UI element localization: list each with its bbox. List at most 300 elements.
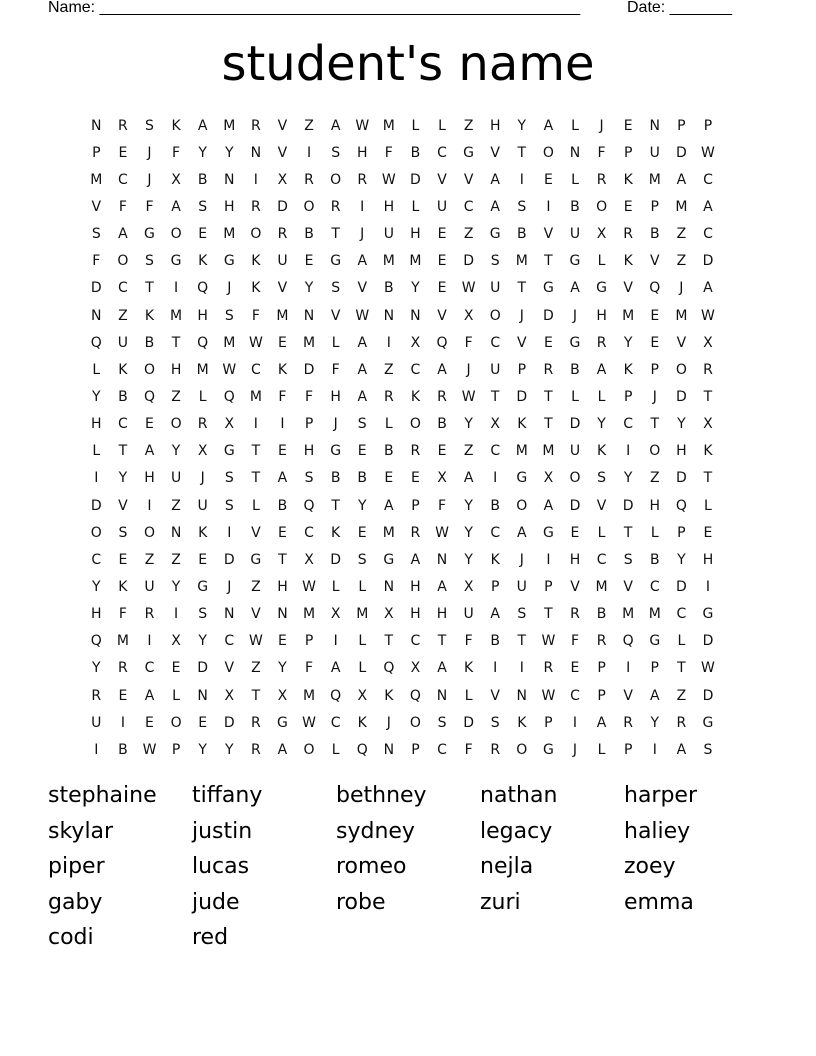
grid-cell: Y bbox=[677, 551, 686, 568]
grid-cell: U bbox=[170, 470, 182, 487]
grid-cell: Z bbox=[676, 226, 687, 243]
grid-cell: X bbox=[543, 470, 554, 487]
grid-cell: N bbox=[197, 687, 208, 704]
grid-cell: K bbox=[251, 280, 261, 297]
grid-cell: M bbox=[90, 171, 103, 188]
grid-cell: O bbox=[569, 470, 581, 487]
grid-cell: V bbox=[570, 578, 580, 595]
word-list-item: nathan bbox=[480, 783, 558, 808]
grid-cell: T bbox=[544, 606, 553, 623]
word-list-item: haliey bbox=[624, 818, 691, 844]
grid-cell: A bbox=[410, 551, 421, 568]
grid-cell: N bbox=[516, 687, 528, 704]
grid-cell: A bbox=[277, 741, 288, 758]
grid-cell: K bbox=[623, 361, 633, 378]
grid-cell: R bbox=[304, 171, 314, 188]
grid-cell: U bbox=[383, 226, 394, 243]
grid-cell: X bbox=[410, 334, 421, 351]
grid-cell: T bbox=[331, 226, 340, 243]
grid-cell: I bbox=[360, 198, 365, 215]
grid-cell: G bbox=[277, 714, 288, 731]
grid-cell: L bbox=[358, 578, 367, 595]
word-list-item: zoey bbox=[624, 854, 676, 879]
grid-cell: D bbox=[543, 307, 554, 324]
grid-cell: W bbox=[248, 633, 263, 650]
grid-cell: I bbox=[253, 416, 258, 433]
grid-cell: H bbox=[596, 307, 607, 324]
grid-cell: J bbox=[386, 714, 391, 731]
grid-cell: V bbox=[91, 198, 102, 215]
grid-cell: Q bbox=[303, 497, 315, 514]
grid-cell: R bbox=[383, 388, 394, 405]
grid-cell: R bbox=[118, 117, 128, 134]
grid-cell: M bbox=[622, 307, 635, 324]
grid-cell: G bbox=[383, 551, 395, 568]
grid-cell: E bbox=[410, 470, 420, 487]
grid-cell: S bbox=[198, 198, 208, 215]
grid-cell: V bbox=[490, 687, 500, 704]
grid-cell: L bbox=[172, 687, 180, 704]
grid-cell: A bbox=[543, 117, 554, 134]
word-list-item: bethney bbox=[336, 783, 427, 808]
word-list-item: codi bbox=[48, 925, 94, 950]
grid-cell: P bbox=[703, 117, 713, 134]
grid-cell: J bbox=[227, 578, 232, 595]
word-list-item: tiffany bbox=[192, 783, 263, 808]
grid-cell: L bbox=[331, 741, 340, 758]
grid-cell: B bbox=[277, 497, 288, 514]
grid-cell: D bbox=[622, 497, 634, 514]
grid-cell: M bbox=[648, 171, 661, 188]
word-list-item: zuri bbox=[480, 889, 521, 915]
grid-cell: O bbox=[170, 416, 182, 433]
grid-cell: P bbox=[677, 524, 686, 541]
grid-cell: P bbox=[623, 741, 633, 758]
grid-cell: S bbox=[198, 606, 208, 623]
grid-cell: T bbox=[251, 470, 261, 487]
grid-cell: L bbox=[704, 497, 712, 514]
grid-cell: M bbox=[249, 388, 262, 405]
grid-cell: O bbox=[170, 226, 182, 243]
grid-cell: X bbox=[171, 633, 181, 650]
grid-cell: I bbox=[626, 660, 631, 677]
grid-cell: U bbox=[569, 226, 581, 243]
grid-cell: E bbox=[357, 524, 367, 541]
grid-cell: W bbox=[355, 307, 370, 324]
grid-cell: E bbox=[650, 334, 660, 351]
grid-cell: E bbox=[357, 443, 367, 460]
word-list-item: stephaine bbox=[48, 783, 157, 808]
grid-cell: P bbox=[677, 117, 686, 134]
grid-cell: U bbox=[490, 280, 501, 297]
grid-cell: M bbox=[595, 578, 608, 595]
grid-cell: S bbox=[490, 714, 500, 731]
grid-cell: S bbox=[224, 497, 234, 514]
grid-cell: A bbox=[490, 198, 500, 215]
grid-cell: C bbox=[410, 633, 421, 650]
grid-cell: X bbox=[596, 226, 607, 243]
grid-cell: V bbox=[437, 171, 447, 188]
grid-cell: C bbox=[410, 361, 421, 378]
grid-cell: Z bbox=[676, 253, 687, 270]
grid-cell: T bbox=[118, 443, 128, 460]
grid-cell: W bbox=[541, 687, 556, 704]
grid-cell: B bbox=[649, 551, 660, 568]
grid-cell: O bbox=[675, 361, 687, 378]
grid-cell: D bbox=[569, 416, 581, 433]
grid-cell: H bbox=[277, 578, 288, 595]
grid-cell: H bbox=[489, 117, 501, 134]
grid-cell: J bbox=[599, 117, 604, 134]
grid-cell: X bbox=[357, 687, 368, 704]
grid-cell: T bbox=[623, 524, 633, 541]
grid-cell: G bbox=[170, 253, 182, 270]
grid-cell: R bbox=[596, 633, 607, 650]
grid-cell: T bbox=[544, 388, 553, 405]
grid-cell: Y bbox=[357, 497, 367, 514]
grid-cell: L bbox=[597, 524, 606, 541]
grid-cell: F bbox=[278, 388, 287, 405]
grid-cell: O bbox=[649, 443, 661, 460]
grid-cell: J bbox=[519, 307, 524, 324]
grid-cell: A bbox=[437, 578, 447, 595]
grid-cell: G bbox=[197, 578, 209, 595]
grid-cell: F bbox=[331, 361, 340, 378]
grid-cell: R bbox=[570, 606, 580, 623]
grid-cell: D bbox=[223, 714, 235, 731]
grid-cell: V bbox=[543, 226, 554, 243]
word-list-item: jude bbox=[192, 889, 240, 915]
grid-cell: E bbox=[703, 524, 713, 541]
grid-cell: T bbox=[544, 253, 553, 270]
grid-cell: K bbox=[517, 416, 527, 433]
grid-cell: Y bbox=[224, 144, 234, 161]
grid-cell: C bbox=[118, 416, 128, 433]
grid-cell: T bbox=[251, 687, 261, 704]
grid-cell: G bbox=[463, 144, 475, 161]
grid-cell: M bbox=[622, 606, 635, 623]
grid-cell: J bbox=[572, 307, 578, 324]
grid-cell: P bbox=[597, 660, 606, 677]
word-list-item: lucas bbox=[192, 854, 250, 879]
grid-cell: H bbox=[569, 551, 581, 568]
grid-cell: Y bbox=[92, 578, 101, 595]
grid-cell: Y bbox=[171, 578, 181, 595]
grid-cell: G bbox=[569, 253, 581, 270]
grid-cell: H bbox=[91, 606, 102, 623]
grid-cell: T bbox=[145, 280, 154, 297]
grid-cell: M bbox=[515, 253, 528, 270]
grid-cell: B bbox=[118, 741, 128, 758]
grid-cell: G bbox=[702, 606, 714, 623]
grid-cell: R bbox=[490, 741, 501, 758]
grid-cell: S bbox=[517, 198, 527, 215]
grid-cell: Z bbox=[463, 443, 474, 460]
grid-cell: K bbox=[118, 578, 128, 595]
grid-cell: C bbox=[490, 334, 501, 351]
grid-cell: K bbox=[596, 443, 607, 460]
grid-cell: M bbox=[223, 334, 236, 351]
grid-cell: O bbox=[117, 253, 129, 270]
grid-cell: Y bbox=[464, 497, 473, 514]
grid-cell: E bbox=[278, 524, 287, 541]
grid-cell: N bbox=[436, 687, 448, 704]
grid-cell: Z bbox=[171, 497, 181, 514]
grid-cell: E bbox=[145, 714, 154, 731]
grid-cell: M bbox=[116, 633, 129, 650]
grid-cell: K bbox=[623, 253, 633, 270]
grid-cell: A bbox=[490, 171, 500, 188]
grid-cell: K bbox=[410, 388, 421, 405]
grid-cell: V bbox=[623, 687, 633, 704]
grid-cell: T bbox=[490, 388, 500, 405]
grid-cell: O bbox=[516, 497, 528, 514]
grid-cell: A bbox=[543, 497, 554, 514]
grid-cell: H bbox=[410, 226, 421, 243]
grid-cell: C bbox=[118, 280, 128, 297]
grid-cell: I bbox=[253, 171, 258, 188]
grid-cell: M bbox=[276, 307, 289, 324]
grid-cell: D bbox=[702, 633, 714, 650]
grid-cell: Q bbox=[197, 334, 209, 351]
grid-cell: B bbox=[649, 226, 660, 243]
grid-cell: E bbox=[623, 198, 633, 215]
grid-cell: R bbox=[250, 117, 261, 134]
grid-cell: N bbox=[383, 741, 395, 758]
grid-cell: A bbox=[330, 117, 341, 134]
grid-cell: E bbox=[437, 253, 447, 270]
grid-cell: Q bbox=[143, 388, 155, 405]
grid-cell: V bbox=[277, 117, 288, 134]
grid-cell: A bbox=[384, 497, 394, 514]
grid-cell: R bbox=[250, 198, 261, 215]
grid-cell: S bbox=[703, 741, 713, 758]
grid-cell: Z bbox=[251, 660, 261, 677]
grid-cell: A bbox=[703, 280, 713, 297]
grid-cell: H bbox=[303, 443, 315, 460]
grid-cell: P bbox=[92, 144, 101, 161]
grid-cell: L bbox=[571, 171, 579, 188]
grid-cell: F bbox=[464, 334, 473, 351]
grid-cell: R bbox=[250, 741, 261, 758]
grid-cell: L bbox=[331, 334, 340, 351]
grid-cell: K bbox=[490, 551, 500, 568]
grid-cell: K bbox=[198, 253, 208, 270]
grid-cell: B bbox=[516, 226, 527, 243]
grid-cell: Y bbox=[198, 144, 207, 161]
grid-cell: K bbox=[251, 253, 261, 270]
grid-cell: P bbox=[544, 714, 553, 731]
grid-cell: C bbox=[490, 443, 501, 460]
grid-cell: B bbox=[570, 361, 580, 378]
grid-cell: K bbox=[464, 660, 474, 677]
grid-cell: P bbox=[650, 198, 659, 215]
grid-cell: O bbox=[516, 741, 528, 758]
grid-cell: J bbox=[652, 388, 657, 405]
grid-cell: R bbox=[410, 524, 421, 541]
grid-cell: C bbox=[118, 171, 128, 188]
grid-cell: D bbox=[277, 198, 288, 215]
grid-cell: H bbox=[383, 198, 395, 215]
grid-cell: O bbox=[542, 144, 554, 161]
grid-cell: I bbox=[493, 660, 498, 677]
grid-cell: D bbox=[410, 171, 421, 188]
grid-cell: S bbox=[517, 606, 527, 623]
grid-cell: D bbox=[463, 714, 474, 731]
grid-cell: F bbox=[597, 144, 606, 161]
grid-cell: P bbox=[650, 660, 659, 677]
grid-cell: F bbox=[570, 633, 580, 650]
grid-cell: M bbox=[542, 443, 555, 460]
date-field-label: Date: _______ bbox=[627, 0, 732, 16]
grid-cell: Y bbox=[278, 660, 287, 677]
grid-cell: Y bbox=[464, 524, 473, 541]
grid-cell: Q bbox=[356, 741, 368, 758]
grid-cell: B bbox=[384, 280, 394, 297]
grid-cell: U bbox=[436, 198, 448, 215]
grid-cell: X bbox=[703, 416, 713, 433]
grid-cell: C bbox=[91, 551, 102, 568]
grid-cell: L bbox=[411, 117, 420, 134]
grid-cell: F bbox=[305, 660, 314, 677]
grid-cell: N bbox=[250, 144, 262, 161]
grid-cell: P bbox=[650, 361, 659, 378]
grid-cell: K bbox=[384, 687, 394, 704]
grid-cell: A bbox=[357, 361, 368, 378]
grid-cell: E bbox=[198, 226, 208, 243]
grid-cell: C bbox=[463, 198, 474, 215]
grid-cell: P bbox=[304, 633, 314, 650]
grid-cell: H bbox=[91, 416, 102, 433]
grid-cell: R bbox=[623, 714, 634, 731]
grid-cell: K bbox=[277, 361, 288, 378]
grid-cell: Z bbox=[649, 470, 660, 487]
grid-cell: X bbox=[224, 687, 235, 704]
word-list-item: skylar bbox=[48, 818, 114, 844]
grid-cell: O bbox=[143, 361, 155, 378]
grid-cell: Z bbox=[463, 117, 474, 134]
grid-cell: B bbox=[330, 470, 341, 487]
grid-cell: Z bbox=[118, 307, 128, 324]
grid-cell: Z bbox=[463, 226, 474, 243]
grid-cell: X bbox=[330, 606, 341, 623]
grid-cell: K bbox=[171, 117, 181, 134]
grid-cell: D bbox=[675, 388, 687, 405]
grid-cell: Z bbox=[384, 361, 394, 378]
grid-cell: S bbox=[331, 280, 341, 297]
grid-cell: R bbox=[543, 361, 554, 378]
grid-cell: V bbox=[517, 334, 527, 351]
grid-cell: Y bbox=[198, 741, 207, 758]
grid-cell: E bbox=[198, 551, 208, 568]
grid-cell: C bbox=[676, 606, 687, 623]
grid-cell: R bbox=[197, 416, 208, 433]
grid-cell: C bbox=[623, 416, 634, 433]
grid-cell: Q bbox=[675, 497, 687, 514]
grid-cell: S bbox=[490, 253, 500, 270]
grid-cell: K bbox=[144, 307, 155, 324]
word-list-item: justin bbox=[192, 818, 253, 844]
grid-cell: T bbox=[544, 416, 553, 433]
grid-cell: S bbox=[623, 551, 633, 568]
grid-cell: E bbox=[570, 524, 580, 541]
grid-cell: T bbox=[437, 633, 447, 650]
word-list-item: gaby bbox=[48, 889, 103, 915]
grid-cell: T bbox=[517, 633, 527, 650]
grid-cell: L bbox=[597, 741, 606, 758]
grid-cell: Y bbox=[623, 470, 633, 487]
grid-cell: R bbox=[91, 687, 102, 704]
grid-cell: N bbox=[649, 117, 660, 134]
word-list bbox=[48, 778, 768, 956]
grid-cell: S bbox=[145, 117, 154, 134]
grid-cell: N bbox=[91, 307, 102, 324]
grid-cell: J bbox=[147, 171, 152, 188]
grid-cell: V bbox=[463, 171, 474, 188]
grid-cell: G bbox=[330, 253, 342, 270]
grid-cell: J bbox=[200, 470, 205, 487]
grid-cell: L bbox=[597, 253, 606, 270]
grid-cell: M bbox=[223, 226, 236, 243]
grid-cell: D bbox=[675, 144, 687, 161]
grid-cell: Y bbox=[92, 388, 101, 405]
grid-cell: U bbox=[649, 144, 660, 161]
grid-cell: C bbox=[437, 741, 447, 758]
grid-cell: J bbox=[360, 226, 365, 243]
grid-cell: T bbox=[517, 144, 527, 161]
grid-cell: A bbox=[357, 334, 368, 351]
grid-cell: V bbox=[437, 307, 447, 324]
grid-cell: Z bbox=[676, 687, 687, 704]
grid-cell: V bbox=[251, 524, 261, 541]
grid-cell: P bbox=[304, 416, 314, 433]
grid-cell: W bbox=[222, 361, 237, 378]
grid-cell: R bbox=[410, 443, 421, 460]
grid-cell: G bbox=[330, 443, 342, 460]
grid-cell: D bbox=[197, 660, 209, 677]
letter-grid bbox=[83, 112, 721, 763]
grid-cell: P bbox=[411, 497, 420, 514]
word-list-item: piper bbox=[48, 854, 105, 879]
grid-cell: B bbox=[357, 470, 368, 487]
grid-cell: F bbox=[118, 198, 127, 215]
grid-cell: E bbox=[118, 551, 128, 568]
grid-cell: V bbox=[277, 280, 288, 297]
grid-cell: T bbox=[171, 334, 181, 351]
grid-cell: E bbox=[437, 280, 447, 297]
grid-cell: E bbox=[437, 443, 447, 460]
grid-cell: T bbox=[251, 443, 261, 460]
grid-cell: X bbox=[463, 578, 474, 595]
grid-cell: T bbox=[331, 497, 340, 514]
word-list-item: emma bbox=[624, 889, 694, 915]
grid-cell: E bbox=[278, 443, 287, 460]
word-list-item: sydney bbox=[336, 818, 415, 844]
grid-cell: Y bbox=[623, 334, 633, 351]
grid-cell: E bbox=[278, 334, 287, 351]
grid-cell: R bbox=[277, 226, 288, 243]
grid-cell: X bbox=[384, 606, 394, 623]
grid-cell: O bbox=[90, 524, 102, 541]
grid-cell: V bbox=[676, 334, 687, 351]
grid-cell: A bbox=[118, 226, 128, 243]
grid-cell: H bbox=[224, 198, 235, 215]
grid-cell: I bbox=[174, 280, 179, 297]
grid-cell: D bbox=[303, 361, 315, 378]
grid-cell: P bbox=[597, 687, 606, 704]
grid-cell: G bbox=[223, 253, 235, 270]
grid-cell: F bbox=[92, 253, 101, 270]
